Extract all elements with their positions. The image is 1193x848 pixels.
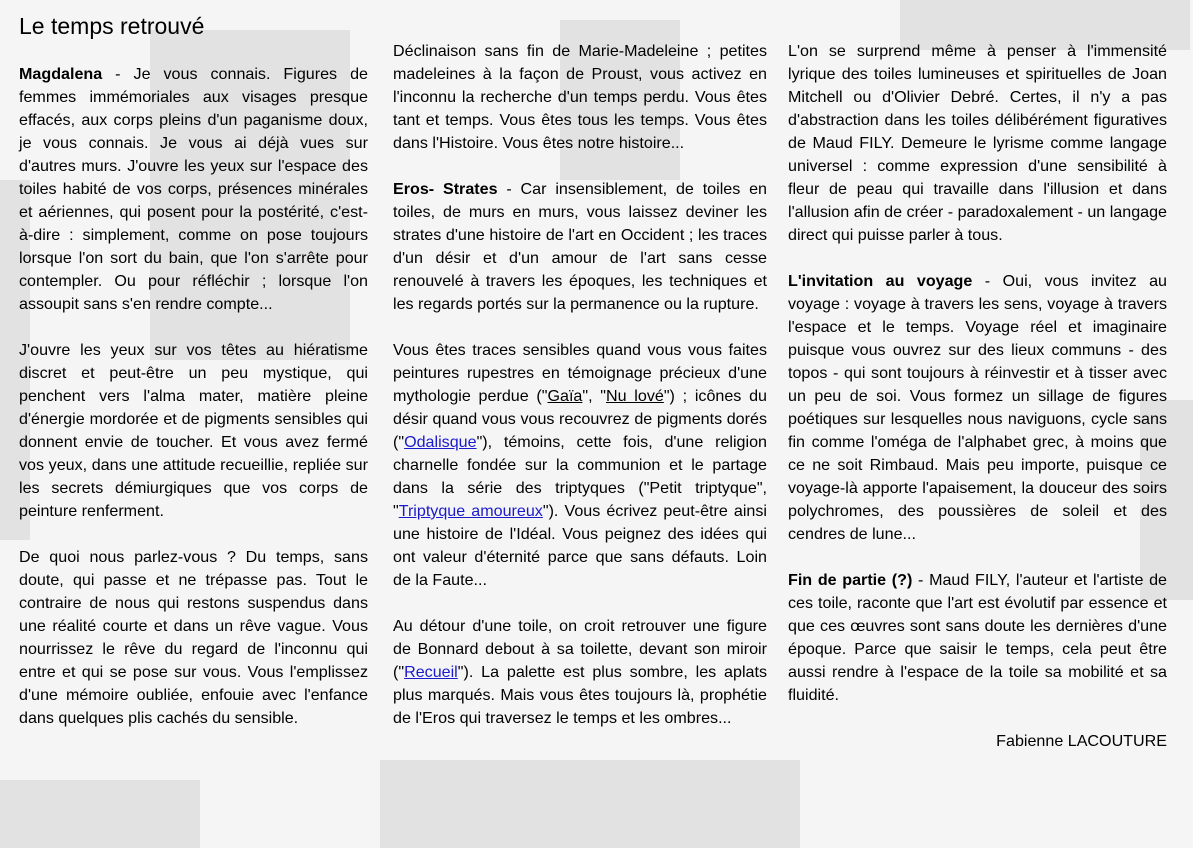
paragraph-invitation-voyage: L'invitation au voyage - Oui, vous invitez au voyage : voyage à travers les sens, voyage à travers l'espace et le temps. Voyage réel et imaginaire puisque vous ouvrez sur des lieux communs - des topos - qui sont toujours à réinvestir et à tisser avec un peu de soi. Vous formez un sillage de figures poétiques sur lesquelles nous naviguons, cycle sans fin comme l'oméga de l'alphabet grec, à moins que ce ne soit Rimbaud. Mais peu importe, puisque ce voyage-là apporte l'apaisement, la douceur des soirs polychromes, des poussières de soleil et des cendres de lune... [788, 272, 1167, 543]
paragraph-magdalena: Magdalena - Je vous connais. Figures de femmes immémoriales aux visages presque effacés, aux corps pleins d'un paganisme doux, je vous connais. Je vous ai déjà vues sur d'autres murs. J'ouvre les yeux sur l'espace des toiles habité de vos corps, présences minérales et aériennes, qui posent pour la postérité, c'est-à-dire : simplement, comme on pose toujours lorsque l'on sort du bain, que l'on s'arrête pour contempler. Ou pour réfléchir ; lorsque l'on assoupit sans s'en rendre compte... [19, 65, 368, 313]
column-2 [393, 40, 767, 730]
paragraph: J'ouvre les yeux sur vos têtes au hiératisme discret et peut-être un peu mystique, qui penchent vers l'alma mater, matière pleine d'énergie mordorée et de pigments sensibles qui donnent envie de toucher. Et vous avez fermé vos yeux, dans une attitude recueillie, repliée sur les secrets démiurgiques que vos corps de peinture renferment. [19, 341, 368, 520]
link-nu-love[interactable]: Nu lové [606, 387, 664, 405]
link-odalisque[interactable]: Odalisque [404, 433, 477, 451]
paragraph-fin-de-partie: Fin de partie (?) - Maud FILY, l'auteur et l'artiste de ces toile, raconte que l'art est évolutif par essence et que ces œuvres sont sans doute les dernières d'une époque. Parce que saisir le temps, cela peut être aussi rendre à l'espace de la toile sa mobilité et sa fluidité. [788, 571, 1168, 704]
column-3 [788, 40, 1167, 753]
paragraph: Vous êtes traces sensibles quand vous vous faites peintures rupestres en témoignage précieux d'une mythologie perdue ("Gaïa", "Nu lové") ; icônes du désir quand vous vous recouvrez de pigments dorés ("Odalisque"), témoins, cette fois, d'une religion charnelle fondée sur la communion et le partage dans la série des triptyques ("Petit triptyque", "Triptyque amoureux"). Vous écrivez peut-être ainsi une histoire de l'Idéal. Vous peignez des idées qui ont valeur d'éternité parce que sans défauts. Loin de la Faute... [393, 341, 767, 589]
author-signature: Fabienne LACOUTURE [996, 732, 1167, 750]
paragraph: De quoi nous parlez-vous ? Du temps, sans doute, qui passe et ne trépasse pas. Tout le contraire de nous qui restons suspendus dans une réalité courte et dans un rêve vague. Vous nourrissez le rêve du regard de l'inconnu qui entre et qui se pose sur vous. Vous l'emplissez d'une mémoire oubliée, enfouie avec l'enfance dans quelques plis cachés du sensible. [19, 548, 368, 727]
link-recueil[interactable]: Recueil [404, 663, 458, 681]
section-heading-eros-strates: Eros- Strates [393, 180, 498, 198]
column-1 [19, 63, 368, 730]
paragraph: Déclinaison sans fin de Marie-Madeleine ; petites madeleines à la façon de Proust, vous activez en l'inconnu la recherche d'un temps perdu. Vous êtes tant et temps. Vous êtes tous les temps. Vous êtes dans l'Histoire. Vous êtes notre histoire... [393, 42, 767, 152]
paragraph: L'on se surprend même à penser à l'immensité lyrique des toiles lumineuses et spirituelles de Joan Mitchell ou d'Olivier Debré. Certes, il n'y a pas d'abstraction dans les toiles délibérément figuratives de Maud FILY. Demeure le lyrisme comme langage universel : comme expression d'une sensibilité à fleur de peau qui travaille dans l'illusion et dans l'allusion afin de créer - paradoxalement - un langage direct qui puisse parler à tous. [788, 42, 1167, 244]
link-triptyque-amoureux[interactable]: Triptyque amoureux [398, 502, 543, 520]
page-title: Le temps retrouvé [19, 13, 205, 39]
paragraph: Au détour d'une toile, on croit retrouver une figure de Bonnard debout à sa toilette, devant son miroir ("Recueil"). La palette est plus sombre, les aplats plus marqués. Mais vous êtes toujours là, prophétie de l'Eros qui traversez le temps et les ombres... [393, 617, 767, 727]
section-heading-fin-de-partie: Fin de partie (?) [788, 571, 913, 589]
section-heading-invitation-voyage: L'invitation au voyage [788, 272, 973, 290]
link-gaia[interactable]: Gaïa [547, 387, 583, 405]
paragraph-eros-strates: Eros- Strates - Car insensiblement, de toiles en toiles, de murs en murs, vous laissez deviner les strates d'une histoire de l'art en Occident ; les traces d'un désir et d'un amour de l'art sans cesse renouvelé à travers les époques, les techniques et les regards portés sur la permanence ou la rupture. [393, 180, 767, 313]
section-heading-magdalena: Magdalena [19, 65, 103, 83]
